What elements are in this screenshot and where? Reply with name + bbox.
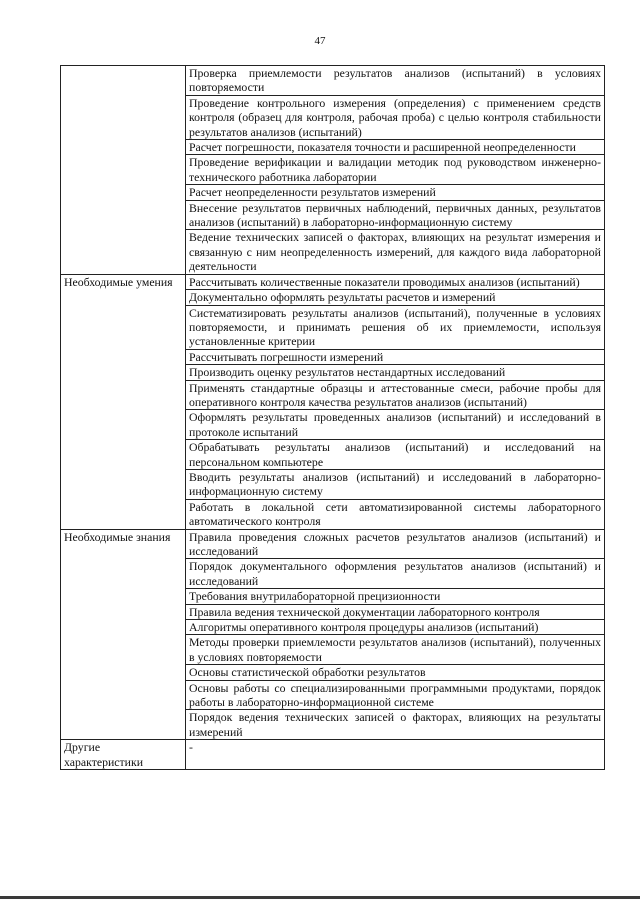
other-value: - bbox=[186, 740, 605, 770]
skill-item: Систематизировать результаты анализов (испытаний), полученные в условиях повторяемости, и принимать решения об их приемлемости, используя установленные критерии bbox=[186, 305, 605, 349]
knowledge-item: Правила ведения технической документации лабораторного контроля bbox=[186, 604, 605, 619]
knowledge-label: Необходимые знания bbox=[61, 529, 186, 740]
continued-item: Внесение результатов первичных наблюдений, первичных данных, результатов анализов (испытаний) в лабораторно-информационную систему bbox=[186, 200, 605, 230]
table-row bbox=[61, 740, 605, 770]
page-number: 47 bbox=[314, 35, 326, 47]
knowledge-item: Методы проверки приемлемости результатов анализов (испытаний), полученных в условиях повторяемости bbox=[186, 635, 605, 665]
skill-item: Оформлять результаты проведенных анализов (испытаний) и исследований в протоколе испытаний bbox=[186, 410, 605, 440]
knowledge-item: Порядок документального оформления результатов анализов (испытаний) и исследований bbox=[186, 559, 605, 589]
continued-label-cell bbox=[61, 66, 186, 275]
table-row bbox=[61, 274, 605, 289]
knowledge-item: Основы статистической обработки результатов bbox=[186, 665, 605, 680]
skill-item: Вводить результаты анализов (испытаний) и исследований в лабораторно-информационную систему bbox=[186, 469, 605, 499]
skill-item: Обрабатывать результаты анализов (испытаний) и исследований на персональном компьютере bbox=[186, 440, 605, 470]
knowledge-item: Требования внутрилабораторной прецизионности bbox=[186, 589, 605, 604]
knowledge-item: Алгоритмы оперативного контроля процедуры анализов (испытаний) bbox=[186, 620, 605, 635]
skill-item: Рассчитывать погрешности измерений bbox=[186, 349, 605, 364]
continued-item: Проведение верификации и валидации методик под руководством инженерно-технического работника лаборатории bbox=[186, 155, 605, 185]
knowledge-item: Порядок ведения технических записей о факторах, влияющих на результаты измерений bbox=[186, 710, 605, 740]
skill-item: Работать в локальной сети автоматизированной системы лабораторного автоматического контроля bbox=[186, 499, 605, 529]
other-label: Другие характеристики bbox=[61, 740, 186, 770]
continued-item: Проведение контрольного измерения (определения) с применением средств контроля (образец для контроля, рабочая проба) с целью контроля стабильности результатов анализов (испытаний) bbox=[186, 95, 605, 139]
table-row bbox=[61, 529, 605, 559]
skill-item: Производить оценку результатов нестандартных исследований bbox=[186, 365, 605, 380]
continued-item: Проверка приемлемости результатов анализов (испытаний) в условиях повторяемости bbox=[186, 66, 605, 96]
requirements-table bbox=[60, 65, 605, 770]
knowledge-item: Основы работы со специализированными программными продуктами, порядок работы в лабораторно-информационной системе bbox=[186, 680, 605, 710]
table-row bbox=[61, 66, 605, 96]
skill-item: Документально оформлять результаты расчетов и измерений bbox=[186, 290, 605, 305]
continued-item: Ведение технических записей о факторах, влияющих на результат измерения и связанную с ним неопределенность измерений, для каждого вида лабораторной деятельности bbox=[186, 230, 605, 274]
skills-label: Необходимые умения bbox=[61, 274, 186, 529]
skill-item: Рассчитывать количественные показатели проводимых анализов (испытаний) bbox=[186, 274, 605, 289]
skill-item: Применять стандартные образцы и аттестованные смеси, рабочие пробы для оперативного контроля качества результатов анализов (испытаний) bbox=[186, 380, 605, 410]
continued-item: Расчет погрешности, показателя точности и расширенной неопределенности bbox=[186, 140, 605, 155]
knowledge-item: Правила проведения сложных расчетов результатов анализов (испытаний) и исследований bbox=[186, 529, 605, 559]
continued-item: Расчет неопределенности результатов измерений bbox=[186, 185, 605, 200]
